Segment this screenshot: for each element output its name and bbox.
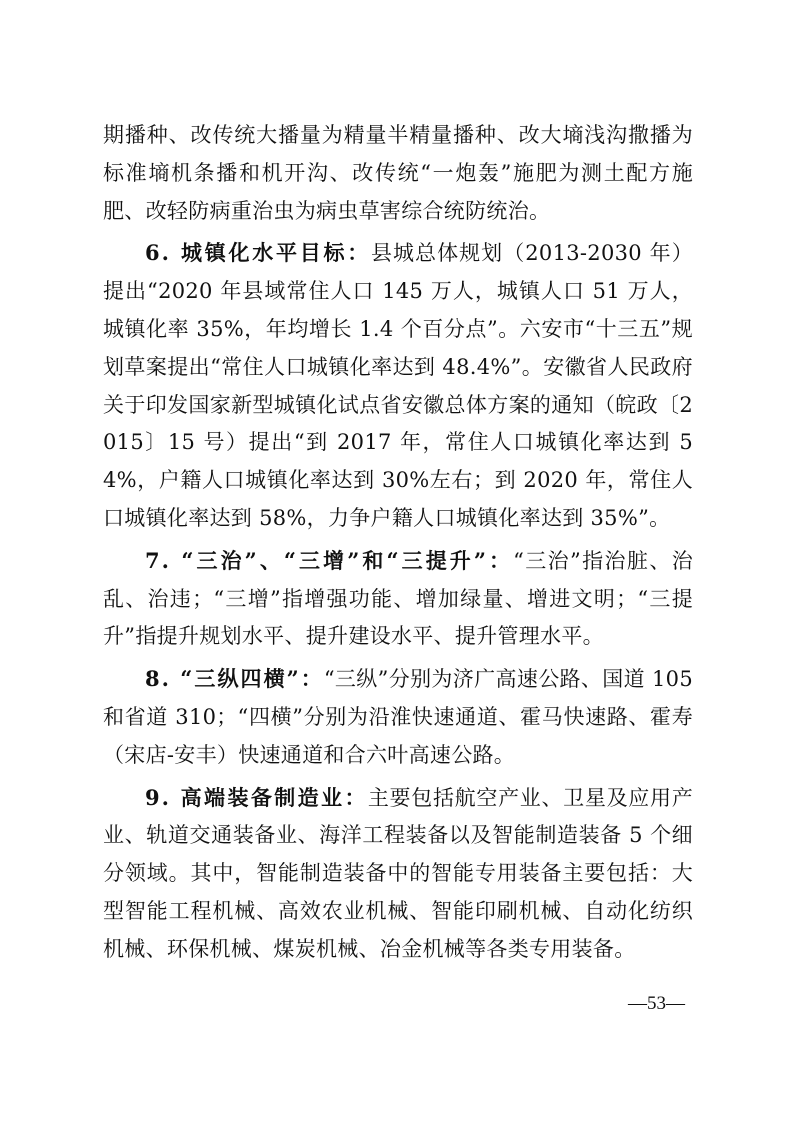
page-number: —53— <box>628 993 685 1014</box>
paragraph-text: 期播种、改传统大播量为精量半精量播种、改大墒浅沟撒播为标准墒机条播和机开沟、改传统“一炮轰”施肥为测土配方施肥、改轻防病重治虫为病虫草害综合统防统治。 <box>103 123 693 223</box>
paragraph-heading: 7. “三治”、“三增”和“三提升”： <box>145 547 514 573</box>
paragraph-three-vertical-four-horizontal <box>103 660 693 774</box>
paragraph-text: 县城总体规划（2013-2030 年）提出“2020 年县域常住人口 145 万人，城镇人口 51 万人，城镇化率 35%，年均增长 1.4 个百分点”。六安市“十三五”规划草案提出“常住人口城镇化率达到 48.4%”。安徽省人民政府关于印发国家新型城镇化试点省安徽总体方案的通知（皖政〔2015〕15 号）提出“到 2017 年，常住人口城镇化率达到 54%，户籍人口城镇化率达到 30%左右；到 2020 年，常住人口城镇化率达到 58%，力争户籍人口城镇化率达到 35%”。 <box>103 241 693 530</box>
paragraph-text: “三纵”分别为济广高速公路、国道 105 和省道 310；“四横”分别为沿淮快速通道、霍马快速路、霍寿（宋店-安丰）快速通道和合六叶高速公路。 <box>103 667 693 767</box>
paragraph-continuation <box>103 117 693 230</box>
paragraph-text: “三治”指治脏、治乱、治违；“三增”指增强功能、增加绿量、增进文明；“三提升”指提升规划水平、提升建设水平、提升管理水平。 <box>103 548 694 649</box>
paragraph-heading: 6. 城镇化水平目标： <box>145 240 371 266</box>
paragraph-urbanization-target <box>103 234 693 537</box>
paragraph-text: 主要包括航空产业、卫星及应用产业、轨道交通装备业、海洋工程装备以及智能制造装备 5 个细分领域。其中，智能制造装备中的智能专用装备主要包括：大型智能工程机械、高效农业机械、智能印刷机械、自动化纺织机械、环保机械、煤炭机械、冶金机械等各类专用装备。 <box>103 785 693 961</box>
paragraph-three-governance <box>103 542 693 656</box>
paragraph-heading: 8. “三纵四横”： <box>145 666 324 692</box>
paragraph-heading: 9. 高端装备制造业： <box>145 784 368 810</box>
paragraph-high-end-equipment <box>103 779 693 969</box>
document-body <box>103 117 693 973</box>
